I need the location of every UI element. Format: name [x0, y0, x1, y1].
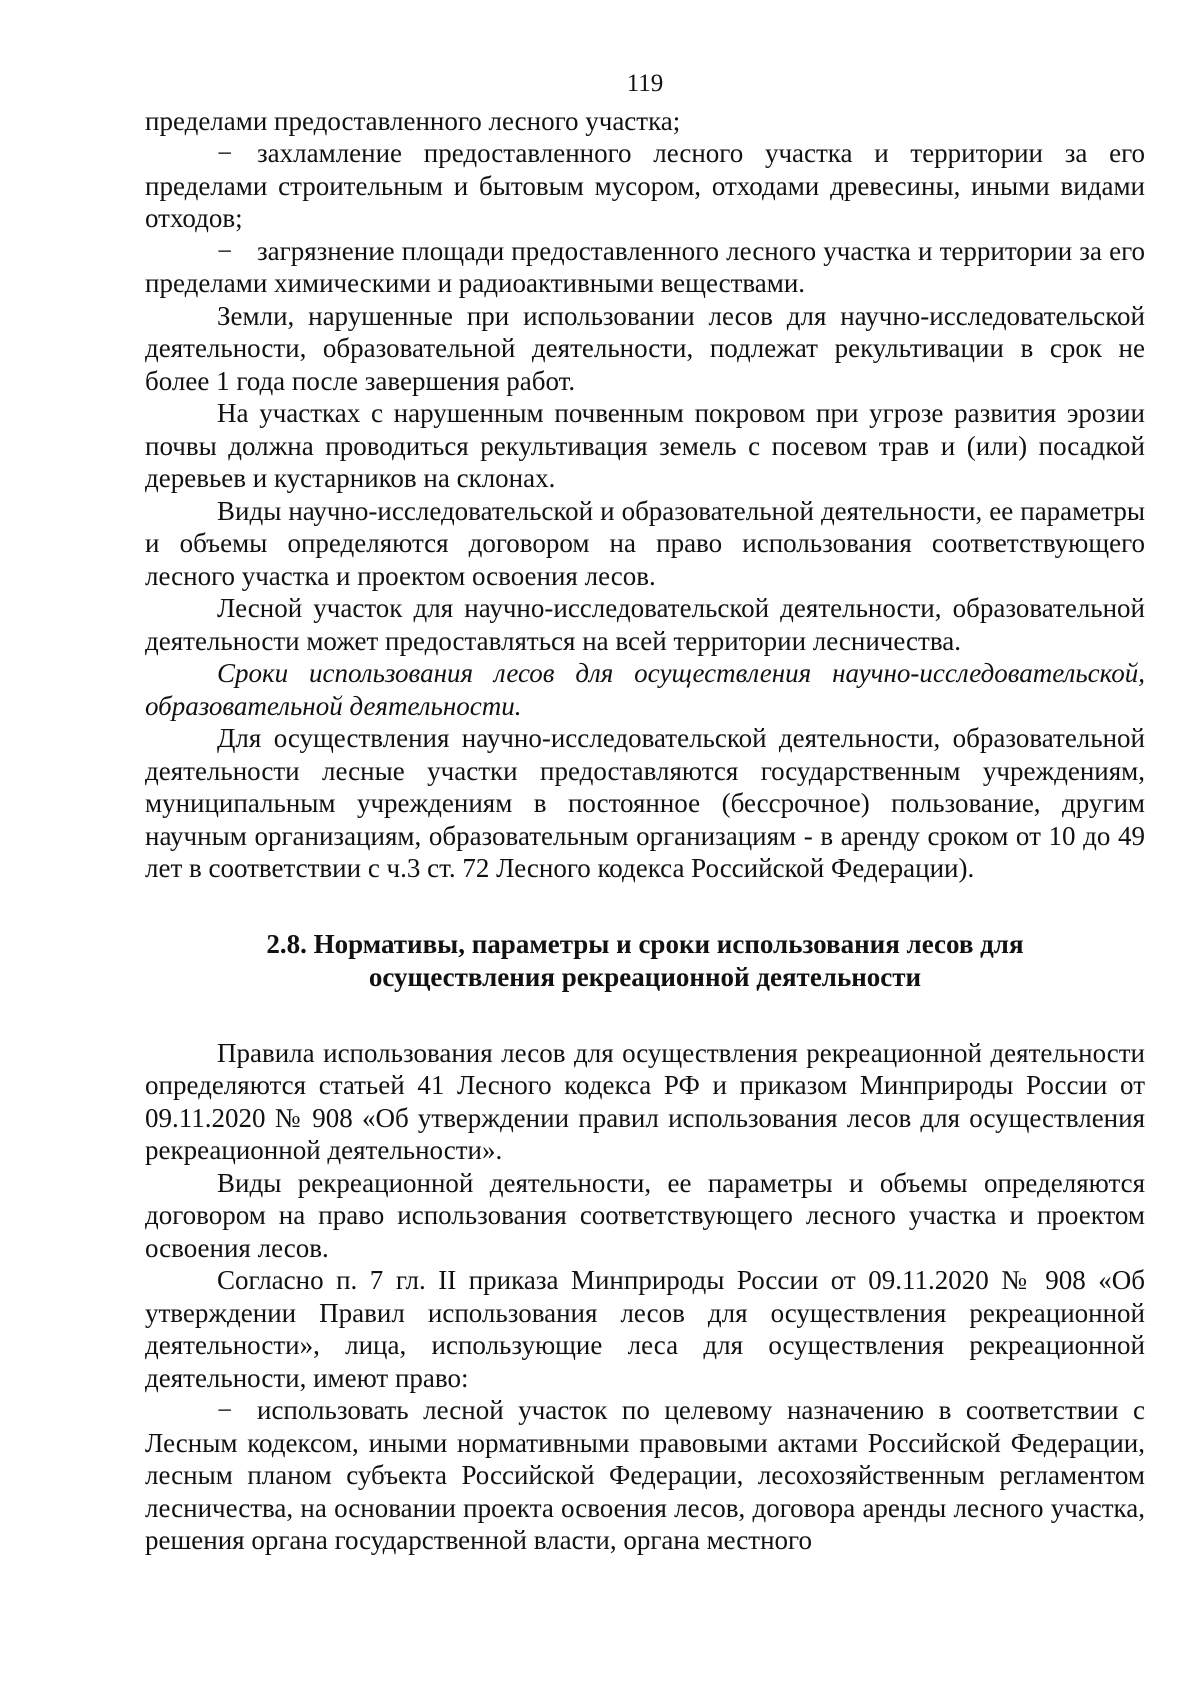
italic-subheading: Сроки использования лесов для осуществления научно-исследовательской, образовательной деятельности. — [145, 658, 1145, 721]
paragraph: Согласно п. 7 гл. II приказа Минприроды России от 09.11.2020 № 908 «Об утверждении Правил использования лесов для осуществления рекреационной деятельности», лица, использующие леса для осуществления рекреационной деятельности, имеют право: — [145, 1265, 1145, 1393]
document-page — [145, 68, 1145, 1557]
section-heading-line-2: осуществления рекреационной деятельности — [368, 961, 922, 992]
section-heading — [145, 928, 1145, 994]
dash-list-item: − загрязнение площади предоставленного лесного участка и территории за его пределами химическими и радиоактивными веществами. — [145, 235, 1145, 298]
dash-list-item: − захламление предоставленного лесного участка и территории за его пределами строительным и бытовым мусором, отходами древесины, иными видами отходов; — [145, 138, 1145, 233]
paragraph: Лесной участок для научно-исследовательской деятельности, образовательной деятельности может предоставляться на всей территории лесничества. — [145, 593, 1145, 656]
page-number: 119 — [626, 70, 664, 97]
paragraph: Виды научно-исследовательской и образовательной деятельности, ее параметры и объемы определяются договором на право использования соответствующего лесного участка и проектом освоения лесов. — [145, 495, 1145, 591]
dash-marker: − — [217, 235, 233, 266]
paragraph: Правила использования лесов для осуществления рекреационной деятельности определяются статьей 41 Лесного кодекса РФ и приказом Минприроды России от 09.11.2020 № 908 «Об утверждении правил использования лесов для осуществления рекреационной деятельности». — [145, 1037, 1145, 1165]
dash-marker: − — [217, 138, 233, 168]
section-heading-line-1: 2.8. Нормативы, параметры и сроки использования лесов для — [266, 928, 1024, 959]
dash-marker: − — [217, 1395, 233, 1425]
body-after-heading — [145, 1037, 1145, 1557]
paragraph: Виды рекреационной деятельности, ее параметры и объемы определяются договором на право использования соответствующего лесного участка и проектом освоения лесов. — [145, 1167, 1145, 1263]
dash-list-item: − использовать лесной участок по целевому назначению в соответствии с Лесным кодексом, иными нормативными правовыми актами Российской Федерации, лесным планом субъекта Российской Федерации, лесохозяйственным регламентом лесничества, на основании проекта освоения лесов, договора аренды лесного участка, решения органа государственной власти, органа местного — [145, 1395, 1145, 1555]
paragraph: пределами предоставленного лесного участка; — [145, 105, 681, 136]
paragraph: Земли, нарушенные при использовании лесов для научно-исследовательской деятельности, образовательной деятельности, подлежат рекультивации в срок не более 1 года после завершения работ. — [145, 300, 1145, 396]
body-before-heading — [145, 105, 1145, 885]
paragraph: Для осуществления научно-исследовательской деятельности, образовательной деятельности лесные участки предоставляются государственным учреждениям, муниципальным учреждениям в постоянное (бессрочное) пользование, другим научным организациям, образовательным организациям - в аренду сроком от 10 до 49 лет в соответствии с ч.3 ст. 72 Лесного кодекса Российской Федерации). — [145, 723, 1145, 883]
paragraph: На участках с нарушенным почвенным покровом при угрозе развития эрозии почвы должна проводиться рекультивация земель с посевом трав и (или) посадкой деревьев и кустарников на склонах. — [145, 398, 1145, 493]
